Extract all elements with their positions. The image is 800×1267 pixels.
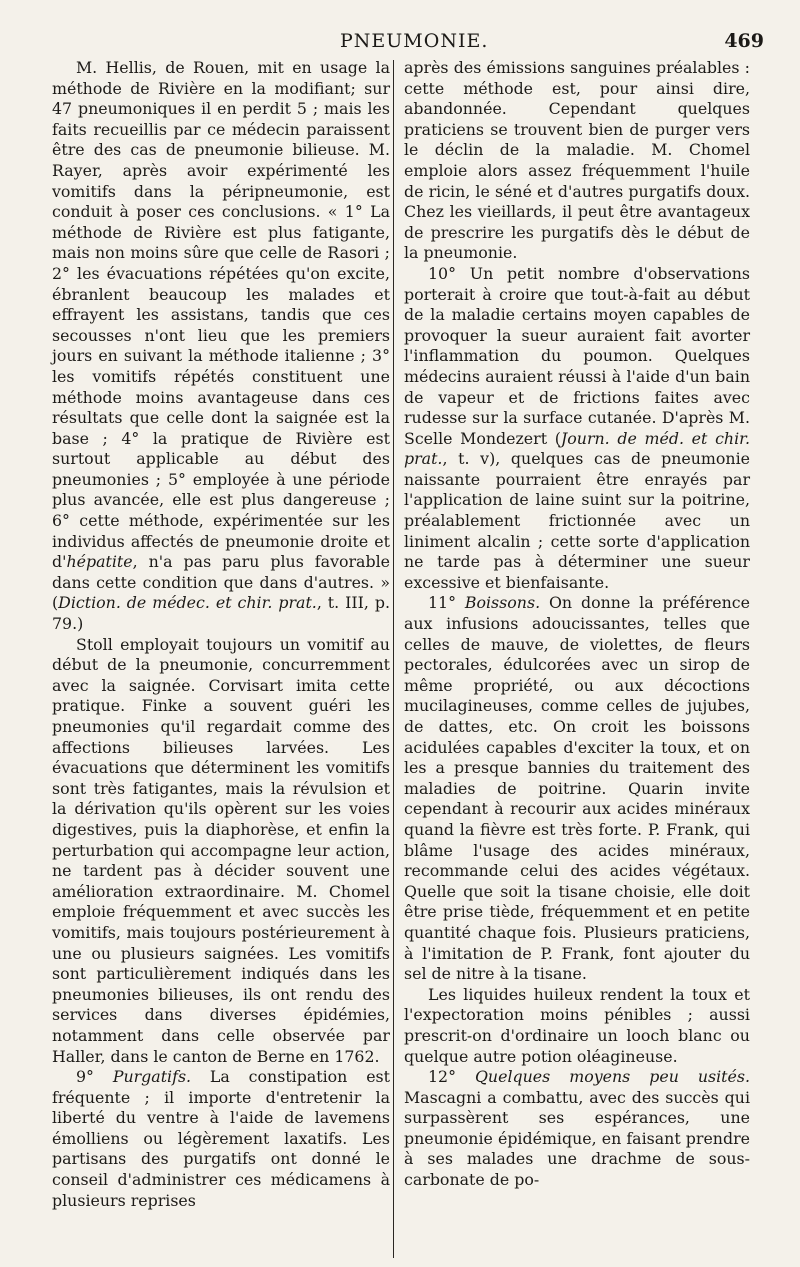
section-heading-moyens: Quelques moyens peu usités. [474,1067,750,1087]
paragraph-purgatifs: 9° Purgatifs. La constipation est fréquente ; il importe d'entretenir la liberté du ventre à l'aide de lavemens émolliens ou légèrement laxatifs. Les partisans des purgatifs ont donné le conseil d'administrer ces médicamens à plusieurs reprises [52,1067,390,1210]
paragraph-moyens-peu-usites: 12° Quelques moyens peu usités. Mascagni a combattu, avec des succès qui surpassèrent ses espérances, une pneumonie épidémique, en faisant prendre à ses malades une drachme de sous-carbonate de po- [404,1067,750,1190]
paragraph-sudorifiques: 10° Un petit nombre d'observations porterait à croire que tout-à-fait au début de la maladie certains moyen capables de provoquer la sueur auraient fait avorter l'inflammation du poumon. Quelques médecins auraient réussi à l'aide d'un bain de vapeur et de frictions faites avec rudesse sur la surface cutanée. D'après M. Scelle Mondezert (Journ. de méd. et chir. prat., t. v), quelques cas de pneumonie naissante pourraient être enrayés par l'application de laine suint sur la poitrine, préalablement frictionnée avec un liniment alcalin ; cette sorte d'application ne tarde pas à déterminer une sueur excessive et bienfaisante. [404,263,750,592]
paragraph-boissons: 11° Boissons. On donne la préférence aux infusions adoucissantes, telles que celles de mauve, de violettes, de fleurs pectorales, édulcorées avec un sirop de même propriété, ou aux décoctions mucilagineuses, comme celles de jujubes, de dattes, etc. On croit les boissons acidulées capables d'exciter la toux, et on les a presque bannies du traitement des maladies de poitrine. Quarin invite cependant à recourir aux acides minéraux quand la fièvre est très forte. P. Frank, qui blâme l'usage des acides minéraux, recommande celui des acides végétaux. Quelle que soit la tisane choisie, elle doit être prise tiède, fréquemment et en petite quantité chaque fois. Plusieurs praticiens, à l'imitation de P. Frank, font ajouter du sel de nitre à la tisane. [404,593,750,984]
running-title: PNEUMONIE. [340,30,489,52]
section-heading-boissons: Boissons. [464,593,541,613]
running-head [0,30,800,56]
left-column [52,58,390,1211]
column-divider [393,60,394,1258]
right-column [404,58,750,1191]
paragraph-stoll: Stoll employait toujours un vomitif au début de la pneumonie, concurremment avec la saignée. Corvisart imita cette pratique. Finke a souvent guéri les pneumonies qu'il regardait comme des affections bilieuses larvées. Les évacuations que déterminent les vomitifs sont très fatigantes, mais la révulsion et la dérivation qu'ils opèrent sur les voies digestives, puis la diaphorèse, et enfin la perturbation qui accompagne leur action, ne tardent pas à décider souvent une amélioration extraordinaire. M. Chomel emploie fréquemment et avec succès les vomitifs, mais toujours postérieurement à une ou plusieurs saignées. Les vomitifs sont particulièrement indiqués dans les pneumonies bilieuses, ils ont rendu des services dans diverses épidémies, notamment dans celle observée par Haller, dans le canton de Berne en 1762. [52,634,390,1066]
paragraph-liquides-huileux: Les liquides huileux rendent la toux et l'expectoration moins pénibles ; aussi prescrit-on d'ordinaire un looch blanc ou quelque autre potion oléagineuse. [404,984,750,1066]
page-number: 469 [724,30,764,52]
paragraph-purgatifs-continued: après des émissions sanguines préalables : cette méthode est, pour ainsi dire, abandonnée. Cependant quelques praticiens se trouvent bien de purger vers le déclin de la maladie. M. Chomel emploie alors assez fréquemment l'huile de ricin, le séné et d'autres purgatifs doux. Chez les vieillards, il peut être avantageux de prescrire les purgatifs dès le début de la pneumonie. [404,58,750,263]
section-heading-purgatifs: Purgatifs. [112,1067,192,1087]
paragraph-rayer-conclusions: M. Hellis, de Rouen, mit en usage la méthode de Rivière en la modifiant; sur 47 pneumoniques il en perdit 5 ; mais les faits recueillis par ce médecin paraissent être des cas de pneumonie bilieuse. M. Rayer, après avoir expérimenté les vomitifs dans la péripneumonie, est conduit à poser ces conclusions. « 1° La méthode de Rivière est plus fatigante, mais non moins sûre que celle de Rasori ; 2° les évacuations répétées qu'on excite, ébranlent beaucoup les malades et effrayent les assistans, tandis que ces secousses n'ont lieu que les premiers jours en suivant la méthode italienne ; 3° les vomitifs répétés constituent une méthode moins avantageuse dans ces résultats que celle dont la saignée est la base ; 4° la pratique de Rivière est surtout applicable au début des pneumonies ; 5° employée à une période plus avancée, elle est plus dangereuse ; 6° cette méthode, expérimentée sur les individus affectés de pneumonie droite et d'hépatite, n'a pas paru plus favorable dans cette condition que dans d'autres. » (Diction. de médec. et chir. prat., t. III, p. 79.) [52,58,390,634]
